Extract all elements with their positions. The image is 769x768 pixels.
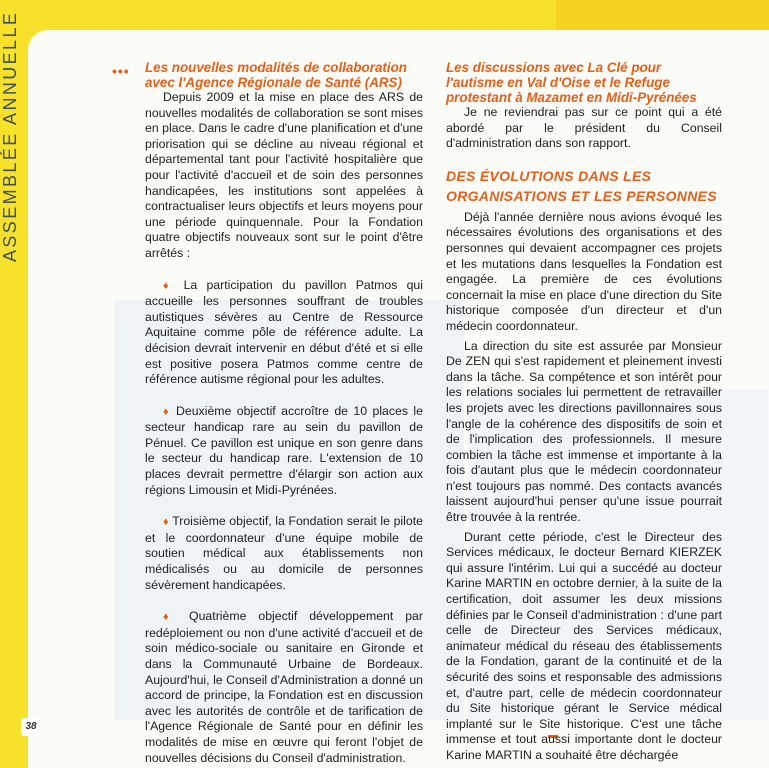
diamond-icon: ♦	[163, 405, 171, 418]
paragraph: La direction du site est assurée par Monsieur De ZEN qui s'est rapidement et pleinement investi dans la tâche. Sa compétence et son intérêt pour les relations sociales lui permettent de retravailler les projets avec les directions pavillonnaires sous l'angle de la cohérence des dispositifs de soin et de l'implication des professionnels. Il mesure combien la tâche est immense et importante à la fois d'autant plus que le médecin coordonnateur n'est toujours pas nommé. Des contacts avancés laissent aujourd'hui penser qu'une issue pourrait être trouvée à la rentrée.	[446, 338, 722, 525]
list-item	[145, 278, 423, 388]
bullet-dots-icon: •••	[112, 63, 130, 79]
list-item	[145, 514, 423, 593]
list-item-text: La participation du pavillon Patmos qui accueille les personnes souffrant de troubles autistiques sévères au Centre de Ressource Aquitaine comme pôle de référence adulte. La décision devrait intervenir en début d'été et si elle est positive posera Patmos comme centre de référence autisme régional pour les adultes.	[145, 277, 423, 387]
section-title-line-2: ORGANISATIONS ET LES PERSONNES	[446, 187, 717, 204]
paragraph: Déjà l'année dernière nous avions évoqué les nécessaires évolutions des organisations et des personnes qui devaient accompagner ces projets et les mutations dans lesquelles la Fondation est engagée. La première de ces évolutions concernait la mise en place d'une direction du Site historique composée d'un directeur et d'un médecin coordonnateur.	[446, 209, 722, 333]
right-intro: Je ne reviendrai pas sur ce point qui a été abordé par le président du Conseil d'administration dans son rapport.	[446, 105, 722, 151]
left-heading: Les nouvelles modalités de collaboration avec l'Agence Régionale de Santé (ARS)	[145, 60, 407, 90]
list-item-text: Deuxième objectif accroître de 10 places le secteur handicap rare au sein du pavillon de Pénuel. Ce pavillon est unique en son genre dans le secteur du handicap rare. L'extension de 10 places devrait permettre d'élargir son action aux régions Limousin et Midi-Pyrénées.	[145, 403, 423, 497]
section-title	[446, 166, 722, 206]
corner-band	[556, 0, 769, 30]
paragraph: Durant cette période, c'est le Directeur des Services médicaux, le docteur Bernard KIERZEK qui assure l'intérim. Lui qui a succédé au docteur Karine MARTIN en octobre dernier, à la suite de la certification, doit assumer les deux missions définies par le Conseil d'administration : d'une part celle de Directeur des Services médicaux, animateur médical du réseau des établissements de la Fondation, garant de la continuité et de la sécurité des soins et responsable des admissions et, d'autre part, celle de médecin coordonnateur du Site historique gérant le Service médical implanté sur le Site historique. C'est une tâche immense et tout aussi importante dont le docteur Karine MARTIN a souhaité être déchargée	[446, 529, 722, 762]
right-heading: Les discussions avec La Clé pour l'autisme en Val d'Oise et le Refuge protestant à Mazamet en Midi-Pyrénées	[446, 60, 697, 105]
list-item-text: Troisième objectif, la Fondation serait le pilote et le coordonnateur d'une équipe mobile de soutien médical aux établissements non médicalisés ou au domicile de personnes sévèrement handicapées.	[145, 514, 423, 592]
diamond-icon: ♦	[163, 516, 169, 529]
list-item	[145, 404, 423, 499]
section-title-line-1: DES ÉVOLUTIONS DANS LES	[446, 167, 652, 184]
sidebar-title: ASSEMBLÉE ANNUELLE	[0, 10, 20, 262]
page-number: 38	[21, 718, 41, 736]
list-item	[145, 609, 423, 766]
diamond-icon: ♦	[163, 611, 178, 624]
left-intro: Depuis 2009 et la mise en place des ARS de nouvelles modalités de collaboration se sont mises en place. Dans le cadre d'une planification et d'une priorisation qui se décline au niveau régional et départemental tant pour l'activité hospitalière que pour l'activité d'accueil et de soin des personnes handicapées, les institutions sont appelées à contractualiser leurs objectifs et leurs moyens pour une période quinquennale. Pour la Fondation quatre objectifs nouveaux sont sur le point d'être arrêtés :	[145, 90, 423, 260]
right-column	[446, 60, 722, 764]
diamond-icon: ♦	[163, 279, 175, 292]
list-item-text: Quatrième objectif développement par redéploiement ou non d'une activité d'accueil et de soin médico-sociale ou sanitaire en Gironde et dans la Communauté Urbaine de Bordeaux. Aujourd'hui, le Conseil d'Administration a donné un accord de principe, la Fondation est en discussion avec les autorités de contrôle et de tarification de l'Agence Régionale de Santé pour en définir les modalités de mise en œuvre qui feront l'objet de nouvelles décisions du Conseil d'administration.	[145, 609, 423, 765]
left-column	[145, 60, 423, 766]
